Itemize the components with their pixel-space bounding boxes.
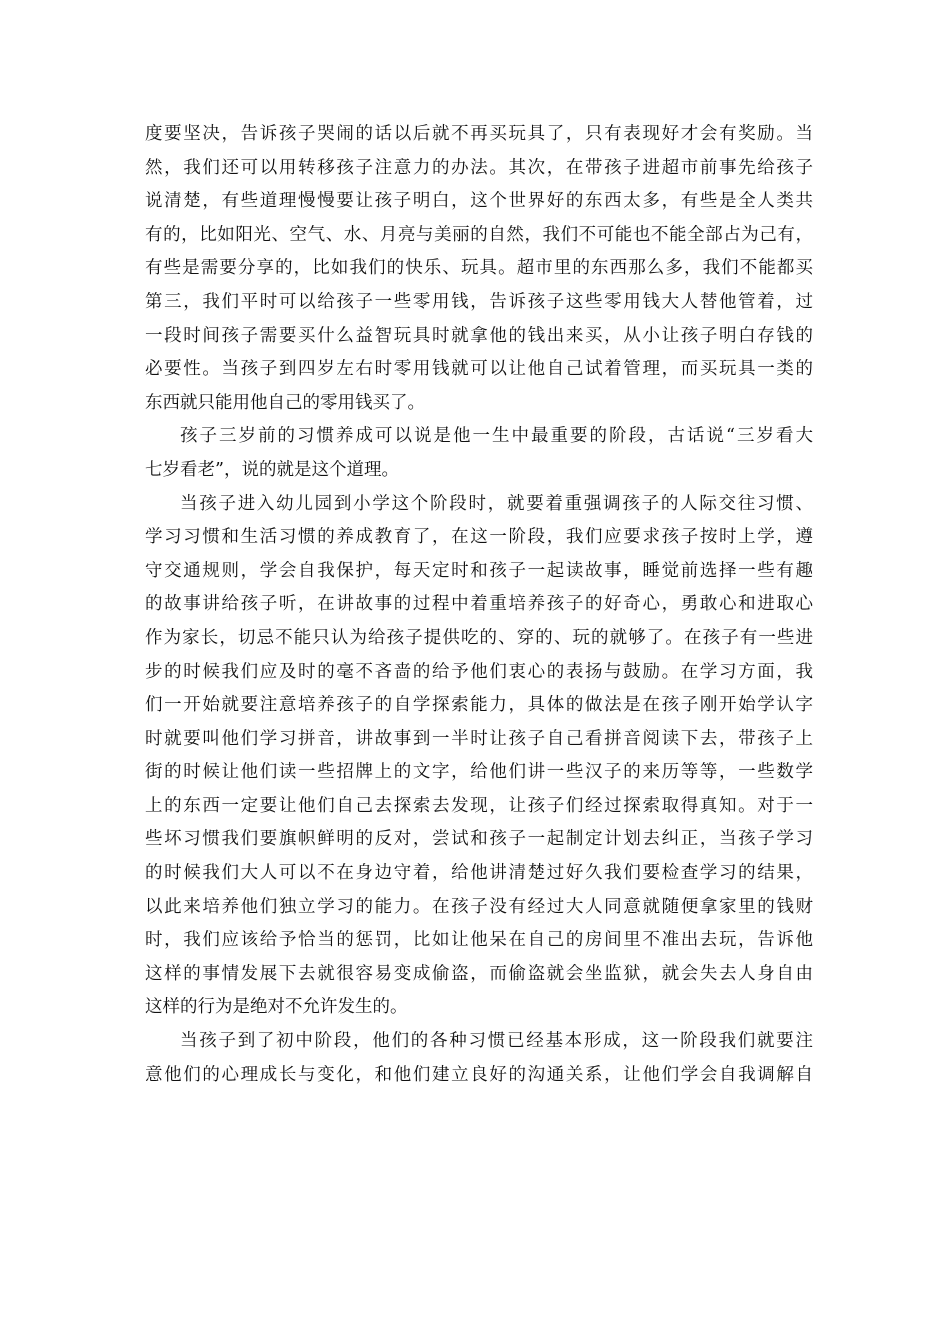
text-line: 必要性。当孩子到四岁左右时零用钱就可以让他自己试着管理，而买玩具一类的 (145, 359, 813, 380)
text-line: 守交通规则，学会自我保护，每天定时和孩子一起读故事，睡觉前选择一些有趣 (145, 560, 813, 581)
text-line: 的故事讲给孩子听，在讲故事的过程中着重培养孩子的好奇心，勇敢心和进取心 (145, 594, 813, 615)
text-line: 上的东西一定要让他们自己去探索去发现，让孩子们经过探索取得真知。对于一 (145, 795, 813, 816)
text-line: 当孩子进入幼儿园到小学这个阶段时，就要着重强调孩子的人际交往习惯、 (180, 493, 813, 514)
text-line: 时，我们应该给予恰当的惩罚，比如让他呆在自己的房间里不准出去玩，告诉他 (145, 930, 813, 951)
body-text (145, 118, 813, 1092)
text-line: 的时候我们大人可以不在身边守着，给他讲清楚过好久我们要检查学习的结果， (145, 863, 813, 884)
text-line: 一段时间孩子需要买什么益智玩具时就拿他的钱出来买，从小让孩子明白存钱的 (145, 325, 813, 346)
text-line: 有些是需要分享的，比如我们的快乐、玩具。超市里的东西那么多，我们不能都买 (145, 258, 813, 279)
text-line: 当孩子到了初中阶段，他们的各种习惯已经基本形成，这一阶段我们就要注 (180, 1031, 813, 1052)
text-line: 步的时候我们应及时的毫不吝啬的给予他们衷心的表扬与鼓励。在学习方面，我 (145, 661, 813, 682)
text-line: 些坏习惯我们要旗帜鲜明的反对，尝试和孩子一起制定计划去纠正，当孩子学习 (145, 829, 813, 850)
text-line: 这样的事情发展下去就很容易变成偷盗，而偷盗就会坐监狱，就会失去人身自由 (145, 963, 813, 984)
text-line: 第三，我们平时可以给孩子一些零用钱，告诉孩子这些零用钱大人替他管着，过 (145, 291, 813, 312)
text-line: 这样的行为是绝对不允许发生的。 (145, 997, 408, 1018)
text-line: 七岁看老”，说的就是这个道理。 (145, 459, 399, 480)
text-line: 东西就只能用他自己的零用钱买了。 (145, 392, 425, 413)
text-line: 学习习惯和生活习惯的养成教育了，在这一阶段，我们应要求孩子按时上学，遵 (145, 527, 813, 548)
text-line: 孩子三岁前的习惯养成可以说是他一生中最重要的阶段，古话说“三岁看大 (180, 426, 813, 447)
text-line: 度要坚决，告诉孩子哭闹的话以后就不再买玩具了，只有表现好才会有奖励。当 (145, 124, 813, 144)
text-line: 时就要叫他们学习拼音，讲故事到一半时让孩子自己看拼音阅读下去，带孩子上 (145, 728, 813, 749)
text-line: 作为家长，切忌不能只认为给孩子提供吃的、穿的、玩的就够了。在孩子有一些进 (145, 627, 813, 648)
text-line: 然，我们还可以用转移孩子注意力的办法。其次，在带孩子进超市前事先给孩子 (145, 157, 813, 178)
text-line: 们一开始就要注意培养孩子的自学探索能力，具体的做法是在孩子刚开始学认字 (145, 695, 813, 716)
text-line: 街的时候让他们读一些招牌上的文字，给他们讲一些汉子的来历等等，一些数学 (145, 762, 813, 783)
text-line: 以此来培养他们独立学习的能力。在孩子没有经过大人同意就随便拿家里的钱财 (145, 896, 813, 917)
text-line: 有的，比如阳光、空气、水、月亮与美丽的自然，我们不可能也不能全部占为己有， (145, 224, 813, 245)
text-line: 说清楚，有些道理慢慢要让孩子明白，这个世界好的东西太多，有些是全人类共 (145, 191, 813, 212)
text-line: 意他们的心理成长与变化，和他们建立良好的沟通关系，让他们学会自我调解自 (145, 1064, 813, 1085)
